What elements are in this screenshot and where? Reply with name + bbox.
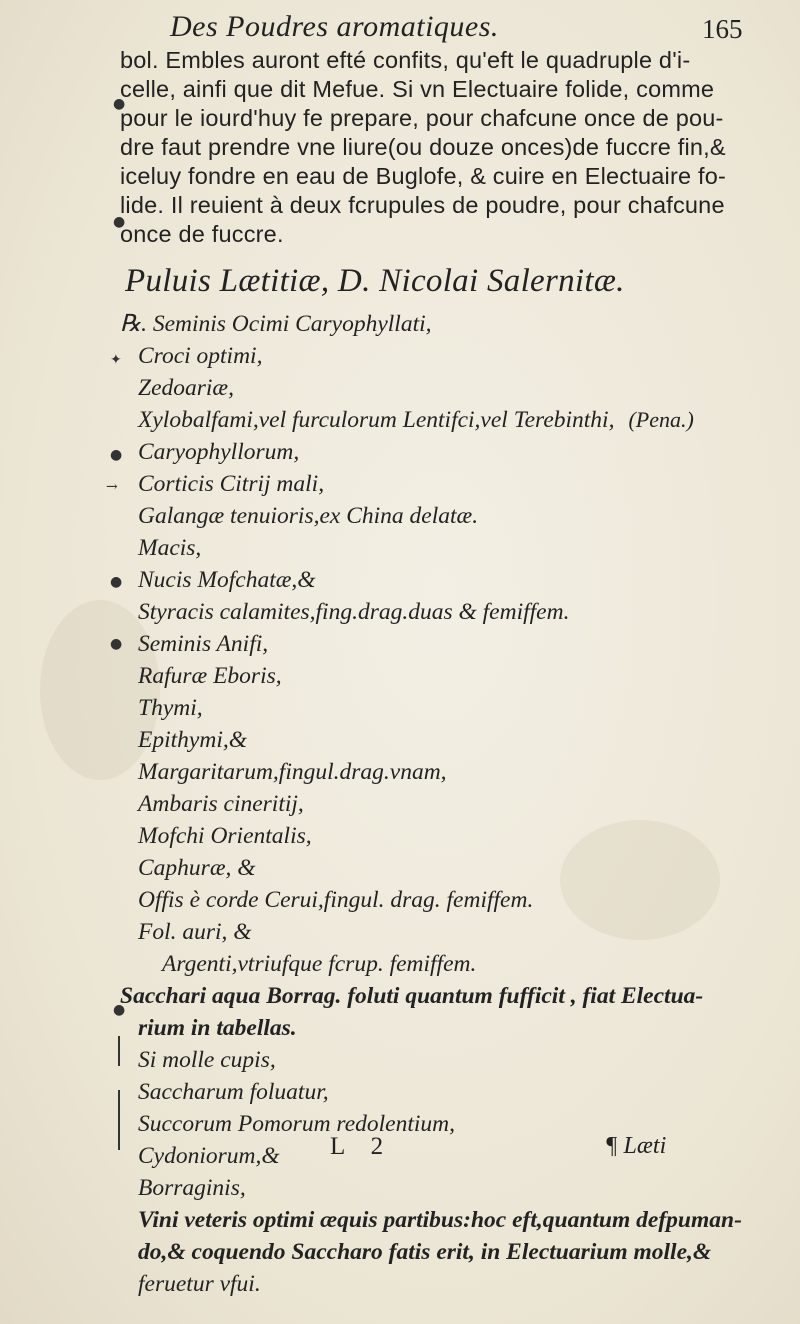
margin-dot-mark: ● — [110, 447, 123, 463]
margin-dot-mark: ● — [113, 96, 126, 112]
margin-dot-mark: ✦ — [110, 352, 122, 368]
text-line: once de fuccre. — [120, 221, 284, 247]
recipe-line: Caryophyllorum, — [138, 439, 300, 465]
recipe-line-text: Xylobalfami,vel furculorum Lentifci,vel Terebinthi, — [138, 407, 615, 433]
margin-bracket — [118, 1090, 120, 1150]
recipe-line: Saccharum foluatur, — [138, 1079, 329, 1105]
margin-dot-mark: ● — [110, 636, 123, 652]
recipe-line: feruetur vfui. — [138, 1271, 261, 1297]
text-line: lide. Il reuient à deux fcrupules de poudre, pour chafcune — [120, 192, 725, 218]
recipe-line: Zedoariæ, — [138, 375, 234, 401]
text-line: pour le iourd'huy fe prepare, pour chafcune once de pou- — [120, 105, 724, 131]
section-title: Puluis Lætitiæ, D. Nicolai Salernitæ. — [125, 263, 625, 299]
recipe-line: Seminis Anifi, — [138, 631, 269, 657]
recipe-line: Offis è corde Cerui,fingul. drag. femiffem. — [138, 887, 534, 913]
recipe-line: Sacchari aqua Borrag. foluti quantum fufficit , fiat Electua- — [120, 983, 704, 1009]
page-number: 165 — [702, 14, 743, 44]
recipe-line: Argenti,vtriufque fcrup. femiffem. — [162, 951, 477, 977]
recipe-line: Cydoniorum,& — [138, 1143, 280, 1169]
running-title: Des Poudres aromatiques. — [170, 10, 499, 43]
recipe-line: Margaritarum,fingul.drag.vnam, — [138, 759, 447, 785]
margin-dot-mark: ● — [113, 1002, 126, 1018]
prose-paragraph — [120, 46, 726, 249]
page-footer — [330, 1133, 690, 1169]
recipe-line — [120, 404, 700, 436]
recipe-line: Thymi, — [138, 695, 203, 721]
recipe-line: Corticis Citrij mali, — [138, 471, 325, 497]
text-line: bol. Embles auront efté confits, qu'eft le quadruple d'i- — [120, 47, 691, 73]
recipe-line: Caphuræ, & — [138, 855, 256, 881]
recipe-line: Epithymi,& — [138, 727, 247, 753]
recipe-line: Mofchi Orientalis, — [138, 823, 312, 849]
recipe-suffix: (Pena.) — [628, 407, 694, 432]
recipe-line: Si molle cupis, — [138, 1047, 276, 1073]
recipe-line: ℞. Seminis Ocimi Caryophyllati, — [120, 311, 432, 337]
recipe-line: Nucis Mofchatæ,& — [138, 567, 316, 593]
recipe-line: Borraginis, — [138, 1175, 246, 1201]
recipe-line: Fol. auri, & — [138, 919, 252, 945]
text-line: iceluy fondre en eau de Buglofe, & cuire en Electuaire fo- — [120, 163, 726, 189]
recipe-line: Croci optimi, — [138, 343, 263, 369]
margin-dot-mark: → — [106, 479, 118, 495]
recipe-line: Rafuræ Eboris, — [138, 663, 282, 689]
recipe-line: Galangæ tenuioris,ex China delatæ. — [138, 503, 479, 529]
page-header — [170, 6, 770, 46]
recipe-line: do,& coquendo Saccharo fatis erit, in Electuarium molle,& — [138, 1239, 712, 1265]
recipe-line: rium in tabellas. — [138, 1015, 297, 1041]
margin-bracket — [118, 1036, 120, 1066]
recipe-line: Styracis calamites,fing.drag.duas & femiffem. — [138, 599, 570, 625]
margin-dot-mark: ● — [113, 214, 126, 230]
catchword: ¶ Læti — [605, 1133, 667, 1159]
signature-mark: L 2 — [330, 1133, 394, 1160]
text-line: celle, ainfi que dit Mefue. Si vn Electuaire folide, comme — [120, 76, 715, 102]
recipe-line: Succorum Pomorum redolentium, — [138, 1111, 455, 1137]
text-line: dre faut prendre vne liure(ou douze onces)de fuccre fin,& — [120, 134, 726, 160]
recipe-line: Ambaris cineritij, — [138, 791, 304, 817]
recipe-line: Vini veteris optimi æquis partibus:hoc eft,quantum defpuman- — [138, 1207, 742, 1233]
margin-dot-mark: ● — [110, 574, 123, 590]
recipe-line: Macis, — [138, 535, 202, 561]
